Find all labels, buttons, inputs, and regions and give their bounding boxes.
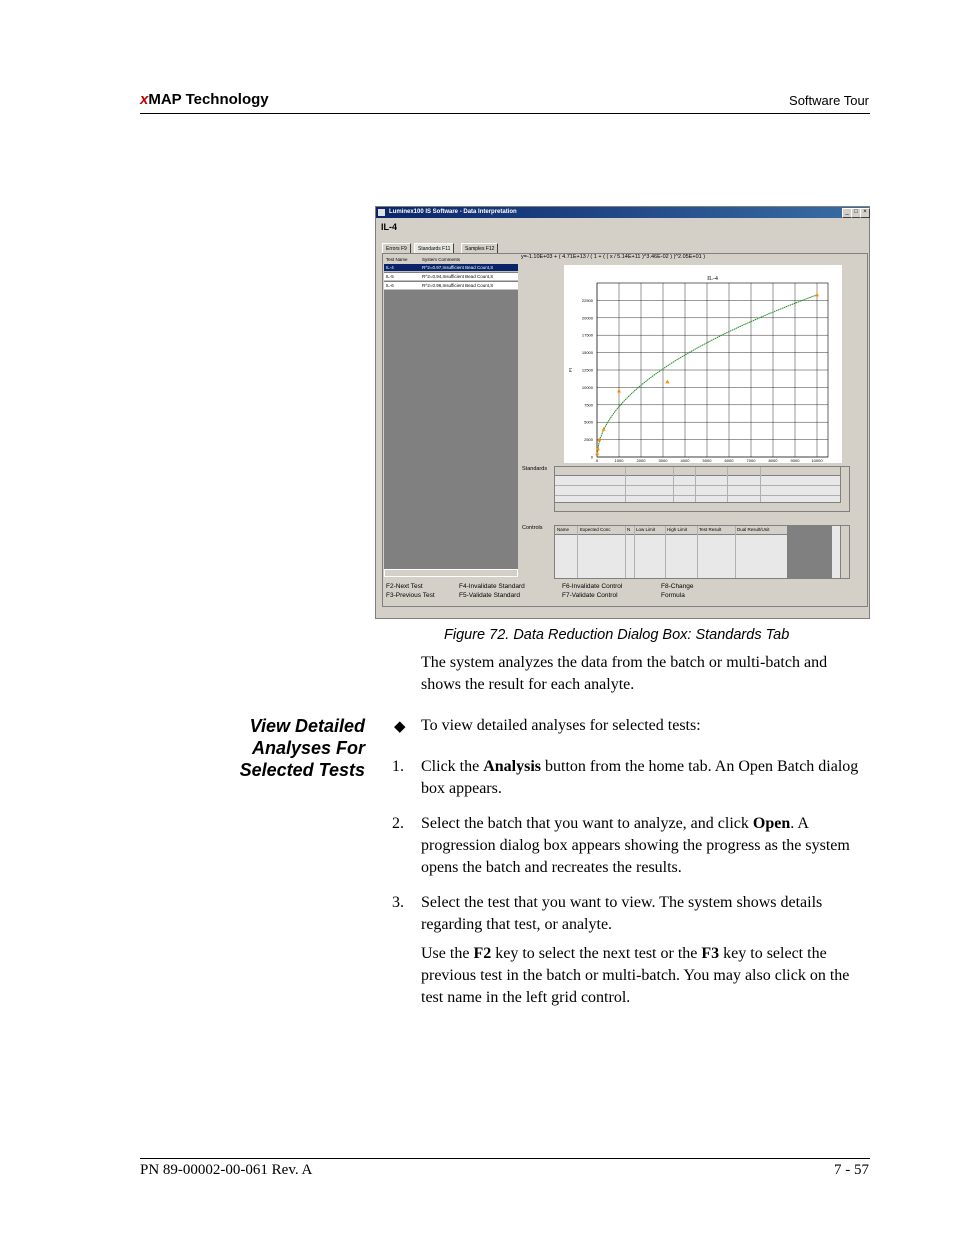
- fkey-invalidate-control[interactable]: F6-Invalidate Control: [562, 583, 623, 590]
- controls-header-n: N: [627, 527, 631, 532]
- test-comment: R^2=0.96,Insufficient Bead Count,S: [422, 283, 494, 288]
- fkey-next-test[interactable]: F2-Next Test: [386, 583, 423, 590]
- fkey-validate-standard[interactable]: F5-Validate Standard: [459, 592, 520, 599]
- test-grid[interactable]: [384, 256, 518, 576]
- y-axis-label: FI: [568, 368, 573, 372]
- y-tick-label: 20000: [581, 315, 593, 321]
- section-heading-line: Selected Tests: [239, 760, 365, 780]
- y-tick-label: 5000: [584, 419, 593, 425]
- table-row[interactable]: [384, 264, 518, 272]
- tab-errors[interactable]: Errors F9: [382, 243, 411, 254]
- x-tick-label: 9000: [790, 458, 800, 463]
- step-1-text: Click the Analysis button from the home tab. An Open Batch dialog box appears.: [421, 758, 859, 797]
- header-section: Software Tour: [789, 93, 869, 108]
- y-tick-label: 12500: [581, 367, 593, 373]
- controls-header-high: High Limit: [667, 527, 688, 532]
- intro-paragraph: The system analyzes the data from the batch or multi-batch and shows the result for each analyte.: [421, 654, 828, 693]
- x-tick-label: 7000: [746, 458, 756, 463]
- standards-table[interactable]: [554, 466, 850, 512]
- y-tick-label: 17500: [581, 332, 593, 338]
- table-row[interactable]: [384, 273, 518, 281]
- test-name: IL-6: [386, 283, 394, 288]
- app-icon: [378, 209, 385, 216]
- test-comment: R^2=0.94,Insufficient Bead Count,S: [422, 274, 494, 279]
- x-tick-label: 6000: [724, 458, 734, 463]
- test-comment: R^2=0.97,Insufficient Bead Count,S: [422, 265, 494, 270]
- title-bar: [376, 207, 869, 218]
- header-brand: xMAP Technology: [140, 91, 269, 108]
- header-rule: [140, 113, 870, 114]
- figure-caption: Figure 72. Data Reduction Dialog Box: Standards Tab: [444, 627, 790, 643]
- table-row[interactable]: [384, 282, 518, 290]
- tab-standards[interactable]: Standards F11: [414, 243, 454, 254]
- y-tick-label: 0: [590, 454, 593, 460]
- x-tick-label: 1000: [614, 458, 624, 463]
- diamond-bullet-icon: ◆: [394, 719, 406, 735]
- step-3-text: Select the test that you want to view. The system shows details regarding that test, or analyte.: [421, 894, 823, 933]
- controls-table[interactable]: [554, 525, 850, 579]
- screenshot-window: [375, 206, 870, 619]
- analyte-title: IL-4: [381, 222, 398, 232]
- section-heading-line: Analyses For: [251, 738, 365, 758]
- controls-label: Controls: [522, 525, 543, 531]
- y-tick-label: 22500: [581, 297, 593, 303]
- test-name: IL-4: [386, 265, 394, 270]
- fkey-invalidate-standard[interactable]: F4-Invalidate Standard: [459, 583, 525, 590]
- step-number: 3.: [392, 894, 404, 911]
- y-tick-label: 7500: [584, 402, 593, 408]
- x-tick-label: 2000: [636, 458, 646, 463]
- chart-title: IL-4: [707, 276, 718, 282]
- fkey-group-4: [661, 582, 694, 600]
- grid-header: [384, 256, 518, 264]
- x-tick-label: 0: [595, 458, 599, 463]
- controls-header-dual: Dual Result/Unit: [737, 527, 770, 532]
- x-tick-label: 10000: [811, 458, 823, 463]
- x-tick-label: 8000: [768, 458, 778, 463]
- test-name: IL-5: [386, 274, 394, 279]
- controls-header-low: Low Limit: [636, 527, 656, 532]
- x-tick-label: 5000: [702, 458, 712, 463]
- maximize-icon[interactable]: □: [851, 208, 861, 218]
- fkey-change[interactable]: F8-Change: [661, 583, 694, 590]
- footer-rule: [140, 1158, 870, 1159]
- y-tick-label: 2500: [584, 437, 593, 443]
- bullet-text: To view detailed analyses for selected tests:: [421, 717, 701, 734]
- step-number: 1.: [392, 758, 404, 775]
- y-tick-label: 15000: [581, 350, 593, 356]
- fkey-group-3: [562, 582, 622, 600]
- grid-scrollbar[interactable]: [384, 569, 518, 577]
- note-paragraph: Use the F2 key to select the next test or the F3 key to select the previous test in the batch or multi-batch. You may also click on the test name in the left grid control.: [421, 945, 850, 1006]
- footer-part-number: PN 89-00002-00-061 Rev. A: [140, 1162, 313, 1178]
- section-heading-line: View Detailed: [249, 716, 365, 736]
- controls-scrollbar[interactable]: [840, 526, 849, 578]
- section-heading: [240, 715, 365, 781]
- minimize-icon[interactable]: _: [842, 208, 852, 218]
- grid-header-test-name: Test Name: [386, 257, 408, 262]
- tab-samples[interactable]: Samples F12: [461, 243, 498, 254]
- fkey-previous-test[interactable]: F3-Previous Test: [386, 592, 435, 599]
- standards-label: Standards: [522, 466, 548, 472]
- standard-curve-chart: [564, 265, 842, 463]
- standards-scrollbar[interactable]: [840, 467, 849, 511]
- y-tick-label: 10000: [581, 384, 593, 390]
- close-icon[interactable]: ×: [860, 208, 870, 218]
- controls-header-result: Test Result: [699, 527, 722, 532]
- fkey-validate-control[interactable]: F7-Validate Control: [562, 592, 618, 599]
- controls-header-expected: Expected Conc: [580, 527, 611, 532]
- fkey-group-1: [386, 582, 435, 600]
- step-2-text: Select the batch that you want to analyze, and click Open. A progression dialog box appears showing the progress as the system opens the batch and recreates the results.: [421, 815, 850, 876]
- fit-formula: y=-1.10E+03 + ( 4.71E+13 / ( 1 + ( ( x / 5.14E+11 )^3.46E-02 ) )^2.05E+01 ): [521, 254, 706, 260]
- footer-page-number: 7 - 57: [834, 1162, 869, 1178]
- x-tick-label: 3000: [658, 458, 668, 463]
- fkey-formula[interactable]: Formula: [661, 592, 685, 599]
- window-title: Luminex100 IS Software - Data Interpretation: [389, 209, 517, 215]
- fkey-group-2: [459, 582, 525, 600]
- grid-header-comments: System Comments: [422, 257, 461, 262]
- controls-header-name: Name: [557, 527, 570, 532]
- x-tick-label: 4000: [680, 458, 690, 463]
- step-number: 2.: [392, 815, 404, 832]
